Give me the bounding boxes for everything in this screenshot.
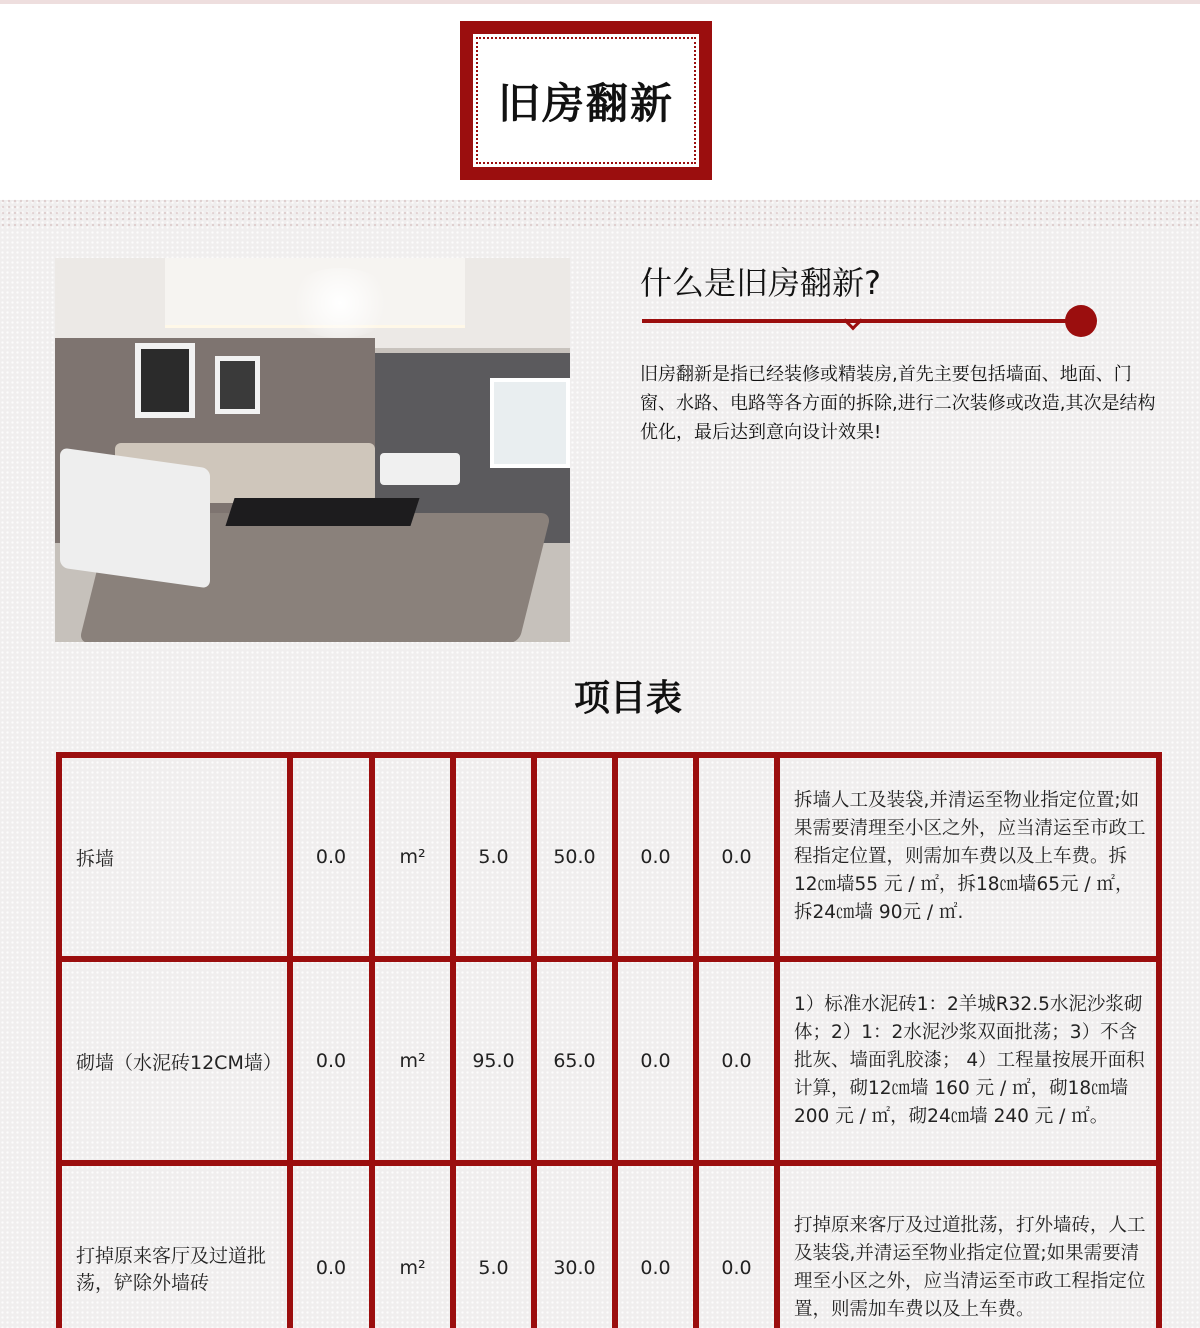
cell-value-4: 0.0 bbox=[615, 1163, 696, 1328]
cell-value-3: 50.0 bbox=[534, 755, 615, 959]
title-stamp-inner bbox=[476, 37, 696, 164]
cell-unit: m² bbox=[372, 959, 453, 1163]
table-row bbox=[59, 1163, 1159, 1328]
cell-value-2: 5.0 bbox=[453, 1163, 534, 1328]
page-title: 旧房翻新 bbox=[497, 78, 674, 128]
cell-value-5: 0.0 bbox=[696, 755, 777, 959]
cell-description: 打掉原来客厅及过道批荡，打外墙砖，人工及装袋,并清运至物业指定位置;如果需要清理至小区之外，应当清运至市政工程指定位置，则需加车费以及上车费。 bbox=[777, 1163, 1159, 1328]
intro-description: 旧房翻新是指已经装修或精装房,首先主要包括墙面、地面、门窗、水路、电路等各方面的拆除,进行二次装修或改造,其次是结构优化，最后达到意向设计效果! bbox=[640, 364, 1156, 443]
title-stamp bbox=[460, 21, 712, 180]
cell-value-1: 0.0 bbox=[290, 959, 372, 1163]
cell-value-3: 65.0 bbox=[534, 959, 615, 1163]
cell-unit: m² bbox=[372, 755, 453, 959]
cell-value-2: 5.0 bbox=[453, 755, 534, 959]
cell-value-1: 0.0 bbox=[290, 1163, 372, 1328]
cell-value-5: 0.0 bbox=[696, 1163, 777, 1328]
cell-value-1: 0.0 bbox=[290, 755, 372, 959]
cell-item-name: 打掉原来客厅及过道批荡，铲除外墙砖 bbox=[59, 1163, 290, 1328]
table-title: 项目表 bbox=[573, 678, 682, 719]
divider-dot-icon bbox=[1065, 305, 1097, 337]
cell-value-3: 30.0 bbox=[534, 1163, 615, 1328]
cell-value-4: 0.0 bbox=[615, 755, 696, 959]
table-row bbox=[59, 959, 1159, 1163]
cell-item-name: 砌墙（水泥砖12CM墙） bbox=[59, 959, 290, 1163]
table-row bbox=[59, 755, 1159, 959]
cell-description: 拆墙人工及装袋,并清运至物业指定位置;如果需要清理至小区之外，应当清运至市政工程指定位置，则需加车费以及上车费。拆12㎝墙55 元 / ㎡，拆18㎝墙65元 / ㎡，拆24㎝墙 90元 / ㎡. bbox=[777, 755, 1159, 959]
cell-description: 1）标准水泥砖1：2羊城R32.5水泥沙浆砌体；2）1：2水泥沙浆双面批荡；3）不含批灰、墙面乳胶漆； 4）工程量按展开面积计算，砌12㎝墙 160 元 / ㎡，砌18㎝墙 200 元 / ㎡，砌24㎝墙 240 元 / ㎡。 bbox=[777, 959, 1159, 1163]
divider-notch-icon bbox=[843, 311, 863, 331]
project-table bbox=[56, 752, 1162, 1328]
intro-heading: 什么是旧房翻新? bbox=[640, 264, 881, 302]
cell-value-5: 0.0 bbox=[696, 959, 777, 1163]
cell-value-4: 0.0 bbox=[615, 959, 696, 1163]
living-room-photo bbox=[55, 258, 570, 642]
cell-item-name: 拆墙 bbox=[59, 755, 290, 959]
header-divider bbox=[0, 198, 1200, 228]
cell-value-2: 95.0 bbox=[453, 959, 534, 1163]
cell-unit: m² bbox=[372, 1163, 453, 1328]
